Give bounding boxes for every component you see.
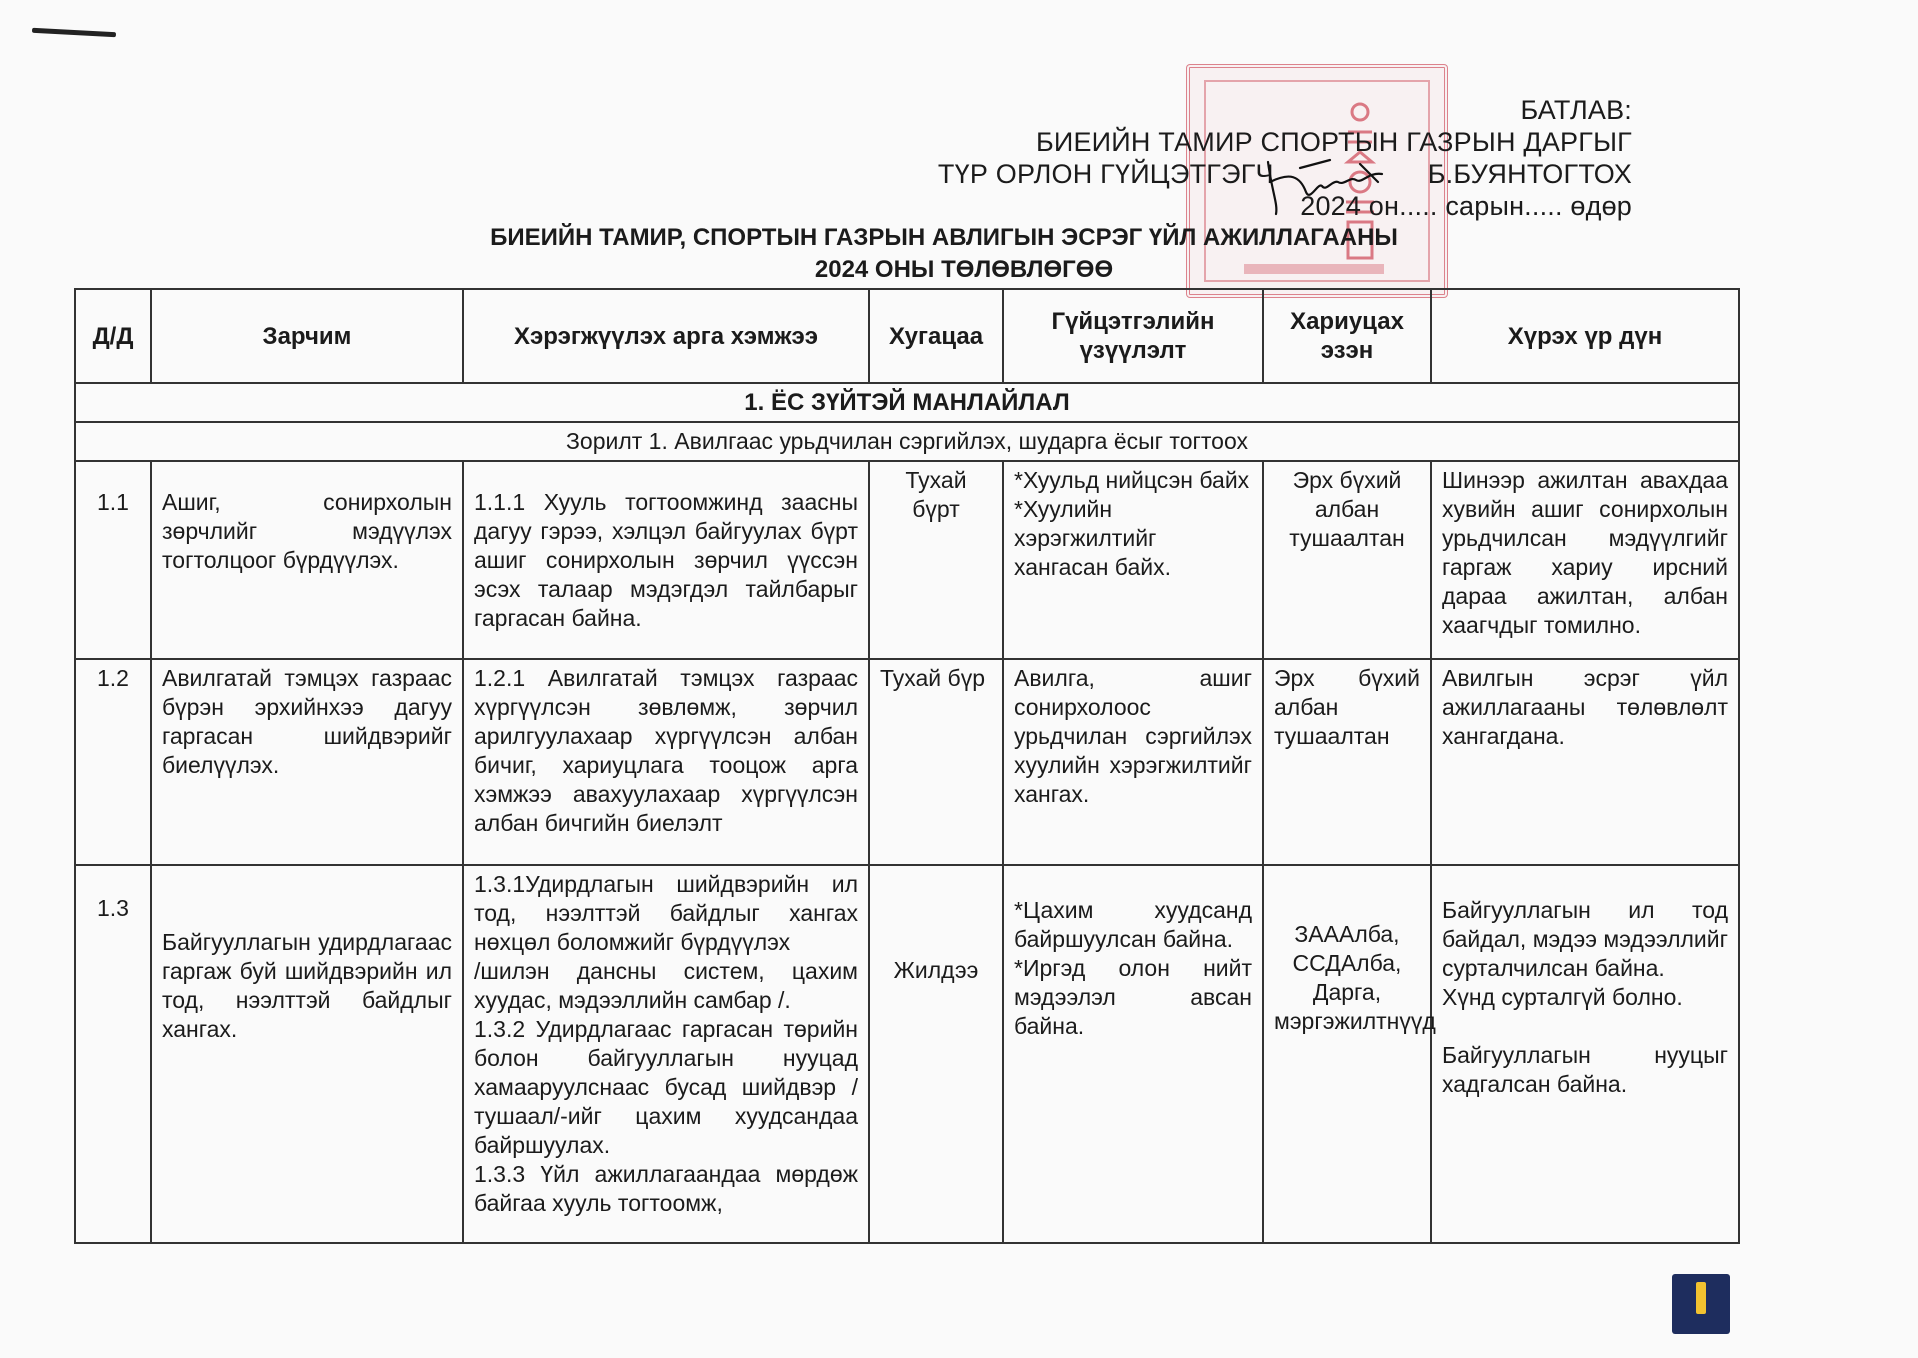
handwritten-signature: [1260, 152, 1400, 222]
soyombo-logo-icon: [1696, 1282, 1706, 1314]
row-number: 1.1: [75, 461, 151, 659]
header-number: Д/Д: [75, 289, 151, 383]
section-row: [75, 383, 1739, 422]
indicator-item: *Хуульд нийцсэн байх: [1014, 467, 1250, 493]
row-deadline: Жилдээ: [869, 865, 1003, 1243]
row-indicator: [1003, 461, 1263, 659]
section-title: 1. ЁС ЗҮЙТЭЙ МАНЛАЙЛАЛ: [75, 383, 1739, 422]
result-item: Байгууллагын нууцыг хадгалсан байна.: [1442, 1042, 1728, 1097]
indicator-item: *Цахим хуудсанд байршуулсан байна.: [1014, 897, 1252, 952]
document-title-line2: 2024 ОНЫ ТӨЛӨВЛӨГӨӨ: [814, 256, 1114, 283]
result-spacer: [1442, 1012, 1728, 1041]
result-item: Авилгын эсрэг үйл ажиллагааны төлөвлөлт хангагдана.: [1442, 665, 1728, 749]
result-item: Шинээр ажилтан авахдаа хувийн ашиг сонирхолын урьдчилсан мэдүүлгийг гаргаж хариу ирсний дараа ажилтан, албан хаагчдыг томилно.: [1442, 467, 1728, 638]
goal-row: [75, 422, 1739, 461]
approval-label: БАТЛАВ:: [1520, 95, 1632, 125]
approval-date-line: 2024 он..... сарын..... өдөр: [1300, 191, 1632, 221]
goal-title: Зорилт 1. Авилгаас урьдчилан сэргийлэх, шударга ёсыг тогтоох: [75, 422, 1739, 461]
header-principle: Зарчим: [151, 289, 463, 383]
header-result: Хүрэх үр дүн: [1431, 289, 1739, 383]
government-logo: [1672, 1274, 1730, 1334]
measure-item: 1.1.1 Хууль тогтоомжинд заасны дагуу гэрээ, хэлцэл байгуулах бүрт ашиг сонирхолын зөрчил үүссэн эсэх талаар мэдэгдэл тайлбарыг гаргасан байна.: [474, 489, 858, 631]
row-responsible: Эрх бүхий албан тушаалтан: [1263, 461, 1431, 659]
indicator-item: Авилга, ашиг сонирхолоос урьдчилан сэргийлэх хуулийн хэрэгжилтийг хангах.: [1014, 665, 1252, 807]
header-responsible: Хариуцах эзэн: [1263, 289, 1431, 383]
row-measures: [463, 659, 869, 865]
row-deadline: Тухай бүр: [869, 659, 1003, 865]
table-header-row: [75, 289, 1739, 383]
result-item: Байгууллагын ил тод байдал, мэдээ мэдээллийг сурталчилсан байна.: [1442, 897, 1728, 981]
header-indicator: Гүйцэтгэлийн үзүүлэлт: [1003, 289, 1263, 383]
measure-item: 1.3.2 Удирдлагаас гаргасан төрийн болон байгууллагын нууцад хамааруулснаас бусад шийдвэр /тушаал/-ийг цахим хуудсандаа байршуулах.: [474, 1016, 858, 1158]
row-measures: [463, 865, 869, 1243]
scan-artifact-mark: [32, 28, 116, 37]
row-indicator: [1003, 865, 1263, 1243]
row-deadline: Тухай бүрт: [869, 461, 1003, 659]
row-result: [1431, 461, 1739, 659]
measure-item: 1.2.1 Авилгатай тэмцэх газраас хүргүүлсэн зөвлөмж, зөрчил арилгуулахаар хүргүүлсэн албан бичиг, хариуцлага тооцож арга хэмжээ авахуулахаар хүргүүлсэн албан бичгийн биелэлт: [474, 665, 858, 836]
indicator-item: *Иргэд олон нийт мэдээлэл авсан байна.: [1014, 955, 1252, 1039]
row-responsible: ЗАААлба, ССДАлба, Дарга, мэргэжилтнүүд: [1263, 865, 1431, 1243]
row-result: [1431, 659, 1739, 865]
table-row: [75, 659, 1739, 865]
row-indicator: [1003, 659, 1263, 865]
header-measures: Хэрэгжүүлэх арга хэмжээ: [463, 289, 869, 383]
document-title-line1: БИЕИЙН ТАМИР, СПОРТЫН ГАЗРЫН АВЛИГЫН ЭСРЭГ ҮЙЛ АЖИЛЛАГААНЫ: [490, 224, 1398, 251]
result-item: Хүнд сурталгүй болно.: [1442, 984, 1683, 1010]
row-principle: Ашиг, сонирхолын зөрчлийг мэдүүлэх тогтолцоог бүрдүүлэх.: [151, 461, 463, 659]
measure-item: /шилэн дансны систем, цахим хуудас, мэдээллийн самбар /.: [474, 958, 858, 1013]
row-principle: Байгууллагын удирдлагаас гаргаж буй шийдвэрийн ил тод, нээлттэй байдлыг хангах.: [151, 865, 463, 1243]
table-row: [75, 865, 1739, 1243]
header-deadline: Хугацаа: [869, 289, 1003, 383]
measure-item: 1.3.3 Үйл ажиллагаандаа мөрдөж байгаа хууль тогтоомж,: [474, 1161, 858, 1216]
approver-title-line: БИЕИЙН ТАМИР СПОРТЫН ГАЗРЫН ДАРГЫГ: [1035, 127, 1632, 157]
row-principle: Авилгатай тэмцэх газраас бүрэн эрхийнхээ дагуу гаргасан шийдвэрийг биелүүлэх.: [151, 659, 463, 865]
indicator-item: *Хуулийн хэрэгжилтийг хангасан байх.: [1014, 496, 1171, 580]
row-number: 1.3: [75, 865, 151, 1243]
row-measures: [463, 461, 869, 659]
anti-corruption-plan-table: [74, 288, 1740, 1244]
row-responsible: Эрх бүхий албан тушаалтан: [1263, 659, 1431, 865]
row-number: 1.2: [75, 659, 151, 865]
measure-item: 1.3.1Удирдлагын шийдвэрийн ил тод, нээлттэй байдлыг хангах нөхцөл боломжийг бүрдүүлэх: [474, 871, 858, 955]
row-result: [1431, 865, 1739, 1243]
table-row: [75, 461, 1739, 659]
approver-name-line: ТҮР ОРЛОН ГҮЙЦЭТГЭГЧ Б.БУЯНТОГТОХ: [937, 159, 1632, 189]
